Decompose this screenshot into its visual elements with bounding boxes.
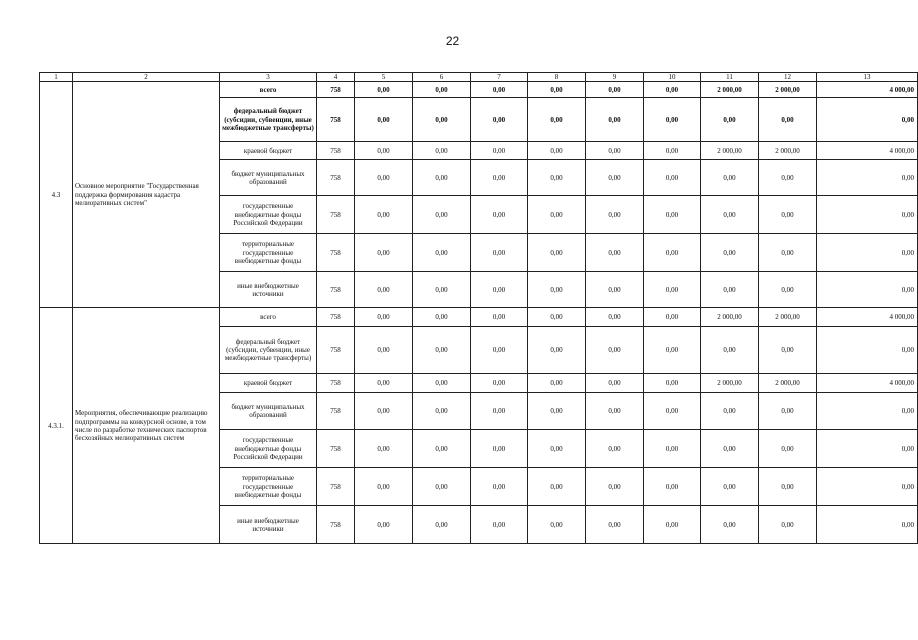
value-cell: 0,00 [355, 160, 413, 196]
value-cell: 0,00 [701, 327, 759, 374]
column-header: 5 [355, 73, 413, 82]
funding-source: федеральный бюджет (субсидии, субвенции, иные межбюджетные трансферты) [220, 98, 317, 142]
table-row [40, 82, 918, 98]
value-cell: 0,00 [413, 234, 471, 272]
page-number: 22 [445, 34, 460, 48]
value-cell: 2 000,00 [701, 142, 759, 160]
table-body [40, 73, 918, 544]
value-cell: 0,00 [528, 374, 586, 393]
value-cell: 758 [317, 327, 355, 374]
value-cell: 0,00 [528, 468, 586, 506]
funding-source: бюджет муниципальных образований [220, 393, 317, 430]
value-cell: 0,00 [586, 160, 644, 196]
value-cell: 0,00 [701, 506, 759, 544]
value-cell: 0,00 [413, 98, 471, 142]
value-cell: 0,00 [413, 327, 471, 374]
value-cell: 0,00 [471, 468, 528, 506]
funding-source: иные внебюджетные источники [220, 506, 317, 544]
value-cell: 0,00 [586, 327, 644, 374]
funding-source: краевой бюджет [220, 374, 317, 393]
value-cell: 0,00 [471, 308, 528, 327]
value-cell: 0,00 [759, 234, 817, 272]
value-cell: 0,00 [586, 308, 644, 327]
value-cell: 2 000,00 [759, 374, 817, 393]
value-cell: 0,00 [759, 196, 817, 234]
value-cell: 0,00 [759, 160, 817, 196]
column-header-row [40, 73, 918, 82]
value-cell: 2 000,00 [701, 308, 759, 327]
value-cell: 0,00 [817, 393, 918, 430]
value-cell: 0,00 [355, 430, 413, 468]
value-cell: 0,00 [528, 393, 586, 430]
value-cell: 0,00 [528, 98, 586, 142]
value-cell: 0,00 [528, 234, 586, 272]
column-header: 6 [413, 73, 471, 82]
funding-source: территориальные государственные внебюджетные фонды [220, 234, 317, 272]
column-header: 10 [644, 73, 701, 82]
section-code: 4.3.1. [40, 308, 73, 544]
value-cell: 758 [317, 468, 355, 506]
value-cell: 0,00 [355, 308, 413, 327]
value-cell: 2 000,00 [759, 142, 817, 160]
value-cell: 0,00 [586, 506, 644, 544]
value-cell: 4 000,00 [817, 374, 918, 393]
value-cell: 758 [317, 506, 355, 544]
value-cell: 0,00 [355, 272, 413, 308]
value-cell: 0,00 [413, 82, 471, 98]
value-cell: 0,00 [528, 160, 586, 196]
value-cell: 0,00 [644, 393, 701, 430]
value-cell: 758 [317, 374, 355, 393]
value-cell: 0,00 [586, 142, 644, 160]
value-cell: 0,00 [817, 234, 918, 272]
value-cell: 758 [317, 393, 355, 430]
value-cell: 0,00 [644, 506, 701, 544]
value-cell: 0,00 [759, 272, 817, 308]
value-cell: 0,00 [817, 468, 918, 506]
value-cell: 0,00 [701, 272, 759, 308]
value-cell: 0,00 [471, 98, 528, 142]
column-header: 1 [40, 73, 73, 82]
value-cell: 0,00 [644, 98, 701, 142]
column-header: 11 [701, 73, 759, 82]
value-cell: 0,00 [471, 234, 528, 272]
value-cell: 0,00 [701, 393, 759, 430]
funding-source: бюджет муниципальных образований [220, 160, 317, 196]
funding-source: территориальные государственные внебюджетные фонды [220, 468, 317, 506]
value-cell: 2 000,00 [759, 308, 817, 327]
value-cell: 0,00 [586, 196, 644, 234]
value-cell: 0,00 [701, 468, 759, 506]
value-cell: 0,00 [355, 82, 413, 98]
value-cell: 758 [317, 272, 355, 308]
value-cell: 0,00 [471, 327, 528, 374]
value-cell: 0,00 [586, 468, 644, 506]
value-cell: 0,00 [644, 468, 701, 506]
value-cell: 758 [317, 234, 355, 272]
column-header: 7 [471, 73, 528, 82]
funding-source: краевой бюджет [220, 142, 317, 160]
value-cell: 0,00 [355, 506, 413, 544]
value-cell: 0,00 [471, 272, 528, 308]
value-cell: 0,00 [586, 234, 644, 272]
value-cell: 0,00 [644, 430, 701, 468]
value-cell: 0,00 [817, 196, 918, 234]
section-code: 4.3 [40, 82, 73, 308]
value-cell: 0,00 [759, 506, 817, 544]
value-cell: 0,00 [701, 196, 759, 234]
value-cell: 758 [317, 430, 355, 468]
value-cell: 0,00 [586, 393, 644, 430]
value-cell: 0,00 [528, 82, 586, 98]
value-cell: 0,00 [471, 430, 528, 468]
value-cell: 0,00 [644, 272, 701, 308]
value-cell: 0,00 [413, 430, 471, 468]
value-cell: 0,00 [528, 196, 586, 234]
value-cell: 0,00 [413, 160, 471, 196]
value-cell: 0,00 [586, 430, 644, 468]
value-cell: 0,00 [528, 142, 586, 160]
value-cell: 0,00 [528, 272, 586, 308]
column-header: 2 [73, 73, 220, 82]
value-cell: 0,00 [586, 374, 644, 393]
value-cell: 0,00 [413, 374, 471, 393]
value-cell: 0,00 [471, 82, 528, 98]
value-cell: 0,00 [644, 142, 701, 160]
value-cell: 0,00 [759, 98, 817, 142]
value-cell: 0,00 [413, 272, 471, 308]
value-cell: 0,00 [586, 98, 644, 142]
section-name: Мероприятия, обеспечивающие реализацию подпрограммы на конкурсной основе, в том числе по разработке технических паспортов бесхозяйных мелиоративных систем [73, 308, 220, 544]
value-cell: 0,00 [471, 506, 528, 544]
section-name: Основное мероприятие "Государственная поддержка формирования кадастра мелиоративных систем" [73, 82, 220, 308]
funding-source: всего [220, 82, 317, 98]
value-cell: 0,00 [817, 506, 918, 544]
value-cell: 0,00 [355, 374, 413, 393]
value-cell: 0,00 [471, 374, 528, 393]
value-cell: 2 000,00 [701, 374, 759, 393]
value-cell: 0,00 [355, 393, 413, 430]
value-cell: 0,00 [528, 506, 586, 544]
funding-source: федеральный бюджет (субсидии, субвенции, иные межбюджетные трансферты) [220, 327, 317, 374]
value-cell: 758 [317, 142, 355, 160]
value-cell: 0,00 [471, 142, 528, 160]
value-cell: 0,00 [355, 468, 413, 506]
column-header: 4 [317, 73, 355, 82]
table-row [40, 308, 918, 327]
funding-source: государственные внебюджетные фонды Российской Федерации [220, 196, 317, 234]
value-cell: 0,00 [355, 327, 413, 374]
value-cell: 0,00 [817, 327, 918, 374]
column-header: 13 [817, 73, 918, 82]
value-cell: 0,00 [817, 98, 918, 142]
value-cell: 0,00 [413, 196, 471, 234]
value-cell: 2 000,00 [759, 82, 817, 98]
value-cell: 0,00 [413, 393, 471, 430]
value-cell: 0,00 [817, 430, 918, 468]
value-cell: 0,00 [759, 393, 817, 430]
value-cell: 0,00 [413, 142, 471, 160]
funding-source: государственные внебюджетные фонды Российской Федерации [220, 430, 317, 468]
value-cell: 0,00 [471, 196, 528, 234]
value-cell: 0,00 [528, 308, 586, 327]
value-cell: 2 000,00 [701, 82, 759, 98]
value-cell: 0,00 [701, 234, 759, 272]
value-cell: 0,00 [644, 374, 701, 393]
value-cell: 0,00 [701, 98, 759, 142]
value-cell: 0,00 [586, 82, 644, 98]
value-cell: 0,00 [759, 468, 817, 506]
value-cell: 758 [317, 98, 355, 142]
value-cell: 0,00 [644, 234, 701, 272]
column-header: 9 [586, 73, 644, 82]
value-cell: 0,00 [355, 98, 413, 142]
value-cell: 0,00 [701, 160, 759, 196]
value-cell: 0,00 [644, 82, 701, 98]
budget-table [39, 72, 918, 544]
value-cell: 758 [317, 196, 355, 234]
value-cell: 0,00 [759, 430, 817, 468]
value-cell: 0,00 [471, 160, 528, 196]
value-cell: 0,00 [759, 327, 817, 374]
value-cell: 0,00 [355, 196, 413, 234]
value-cell: 0,00 [644, 308, 701, 327]
value-cell: 758 [317, 160, 355, 196]
value-cell: 758 [317, 308, 355, 327]
value-cell: 0,00 [355, 234, 413, 272]
column-header: 3 [220, 73, 317, 82]
value-cell: 0,00 [413, 506, 471, 544]
funding-source: всего [220, 308, 317, 327]
value-cell: 0,00 [413, 468, 471, 506]
value-cell: 0,00 [817, 272, 918, 308]
funding-source: иные внебюджетные источники [220, 272, 317, 308]
value-cell: 0,00 [701, 430, 759, 468]
value-cell: 4 000,00 [817, 142, 918, 160]
value-cell: 0,00 [644, 196, 701, 234]
column-header: 12 [759, 73, 817, 82]
value-cell: 758 [317, 82, 355, 98]
value-cell: 0,00 [644, 160, 701, 196]
value-cell: 4 000,00 [817, 82, 918, 98]
column-header: 8 [528, 73, 586, 82]
value-cell: 0,00 [644, 327, 701, 374]
value-cell: 0,00 [413, 308, 471, 327]
value-cell: 0,00 [528, 327, 586, 374]
value-cell: 0,00 [586, 272, 644, 308]
value-cell: 0,00 [528, 430, 586, 468]
value-cell: 0,00 [817, 160, 918, 196]
value-cell: 4 000,00 [817, 308, 918, 327]
value-cell: 0,00 [355, 142, 413, 160]
value-cell: 0,00 [471, 393, 528, 430]
